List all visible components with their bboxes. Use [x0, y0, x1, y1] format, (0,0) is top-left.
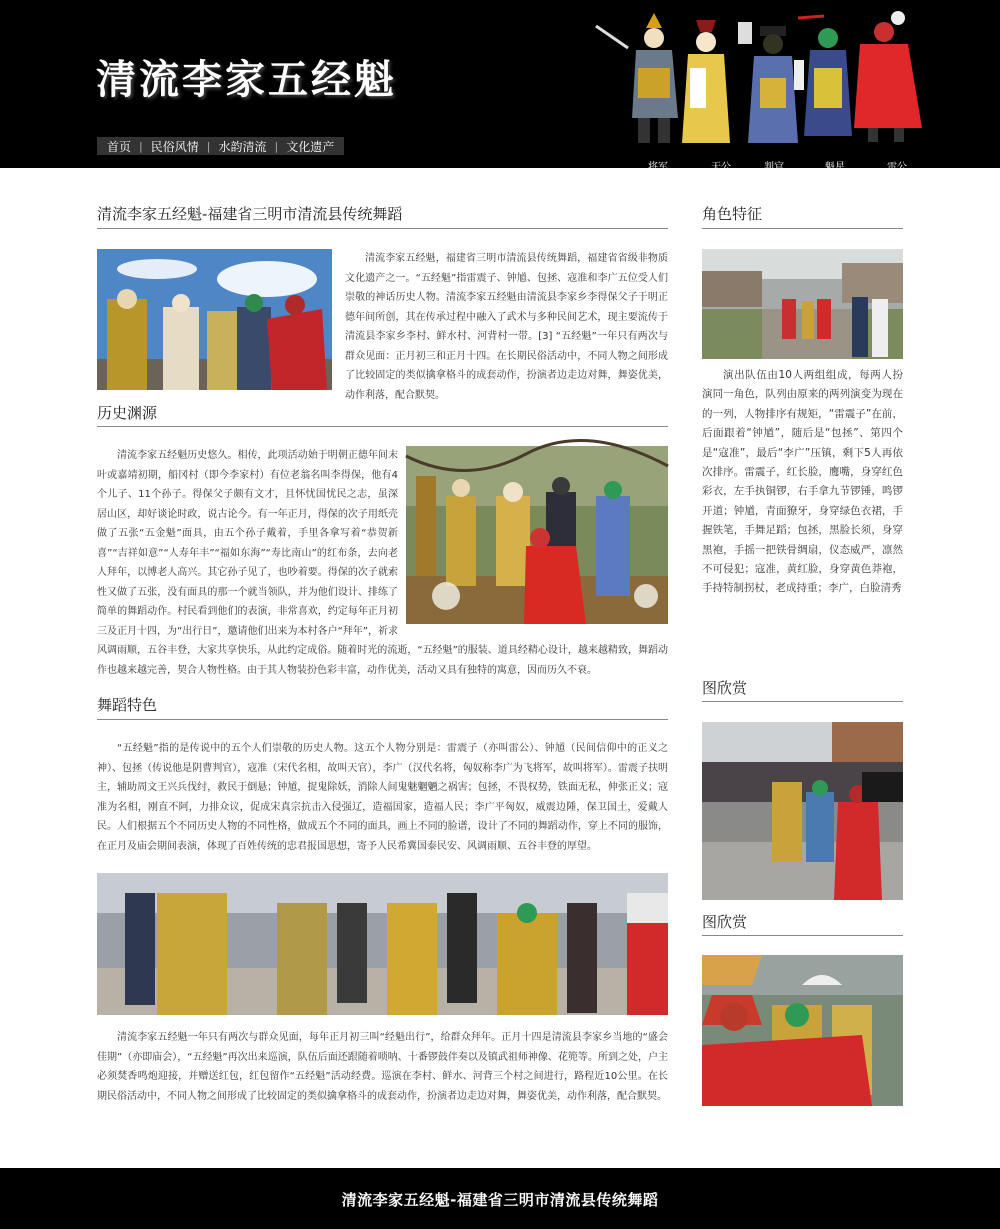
gallery-photo-1 — [702, 722, 903, 900]
site-header — [0, 0, 1000, 173]
nav-folk-customs[interactable]: 民俗风情 — [150, 139, 199, 154]
divider — [97, 719, 668, 720]
float-spacer — [398, 446, 668, 630]
footer-text: 清流李家五经魁-福建省三明市清流县传统舞蹈 — [341, 1191, 659, 1209]
divider — [97, 426, 668, 427]
gallery-photo-2 — [702, 955, 903, 1106]
main-nav — [97, 137, 344, 155]
gallery-heading-1: 图欣赏 — [702, 679, 748, 697]
roles-photo — [702, 249, 903, 359]
nav-separator: | — [139, 139, 143, 153]
nav-cultural-heritage[interactable]: 文化遗产 — [286, 139, 335, 154]
divider — [702, 228, 903, 229]
roles-paragraph: 演出队伍由10人两组组成，每两人扮演同一角色，队列由原来的两列演变为现在的一列，人物排序有规矩，“雷震子”在前，后面跟着“钟馗”，随后是“包拯”、第四个是“寇准”，最后“李广”压镇，剩下5人再依次排序。雷震子，红长脸，鹰嘴，身穿红色彩衣，左手执铜锣，右手拿九节锣锤，鸣锣开道；钟馗，青面獠牙，身穿绿色衣裙，手握铁笔，手舞足蹈；包拯，黑脸长须，身穿黑袍，手摇一把铁骨绸扇，仪态威严，凛然不可侵犯；寇准，黄红脸，身穿黄色莽袍，手持特制拐杖，老成持重；李广，白脸清秀 — [702, 369, 903, 595]
gallery-heading-2: 图欣赏 — [702, 913, 748, 931]
history-paragraph — [97, 446, 668, 676]
intro-paragraph: 清流李家五经魁，福建省三明市清流县传统舞蹈，福建省省级非物质文化遗产之一。“五经魁”指雷震子、钟馗、包拯、寇准和李广五位受人们崇敬的神话历史人物。清流李家五经魁由清流县李家乡李得保父子于明正德年间所创，其在传承过程中融入了武术与多种民间艺术，现主要流传于清流县李家乡李村、鲜水村、河背村一带。[3] “五经魁”一年只有两次与群众见面：正月初三和正月十四。在长期民俗活动中，不同人物之间形成了比较固定的类似擒拿格斗的成套动作，扮演者边走边对舞，舞姿优美，动作利落，配合默契。 — [345, 253, 668, 401]
header-banner-figures — [588, 8, 928, 173]
nav-separator: | — [206, 139, 211, 153]
site-title: 清流李家五经魁 — [96, 57, 397, 103]
divider — [702, 935, 903, 936]
parade-paragraph: 清流李家五经魁一年只有两次与群众见面，每年正月初三叫“经魁出行”，给群众拜年。正月十四是清流县李家乡当地的“盛会佳期”（亦即庙会），“五经魁”再次出来巡演，队伍后面还跟随着唢呐、十番锣鼓伴奏以及镇武祖师神像、花篼等。所到之处，户主必须焚香鸣炮迎接，并赠送红包，红包留作“五经魁”活动经费。巡演在李村、鲜水、河背三个村之间进行，路程近10公里。在长期民俗活动中，不同人物之间形成了比较固定的类似擒拿格斗的成套动作，扮演者边走边对舞，舞姿优美，动作利落，配合默契。 — [97, 1032, 668, 1102]
dance-paragraph: “五经魁”指的是传说中的五个人们崇敬的历史人物。这五个人物分别是：雷震子（亦叫雷公）、钟馗（民间信仰中的正义之神）、包拯（传说他是阴曹判官），寇准（宋代名相，故叫天官），李广（汉代名将，匈奴称李广为飞将军，故叫将军）。雷震子扶明主，辅助周文王兴兵伐纣，救民于倒悬；钟馗，捉鬼除妖，消除人间鬼魅魍魉之祸害；包拯，不畏权势，铁面无私，伸张正义；寇准为名相，刚直不阿，力排众议，促成宋真宗抗击入侵强辽，造福国家，造福人民；李广平匈奴，威震边陲，保卫国土，爱戴人民。人们根据五个不同历史人物的不同性格，做成五个不同的面具，画上不同的脸谱，设计了不同的舞蹈动作，穿上不同的服饰，在正月及庙会期间表演，体现了百姓传统的忠君报国思想，寄予人民希冀国泰民安、风调雨顺、五谷丰登的厚望。 — [97, 743, 668, 852]
history-text: 清流李家五经魁历史悠久。相传，此项活动始于明朝正德年间末叶或嘉靖初期，船冈村（即今李家村）有位老翁名叫李得保，他有4个儿子、11个孙子。得保父子颇有文才，且怀忧国忧民之志，虽深居山区，却好谈论时政，说古论今。有一年正月，得保的次子用纸壳做了五张“五金魁”面具，由五个孙子戴着，手里各拿写着“恭贺新喜”“吉祥如意”“人寿年丰”“福如东海”“寿比南山”的红布条，去向老人拜年，以博老人高兴。其它孙子见了，也吵着要。得保的次子就索性又做了五张，没有面具的那一个就当领队，并为他们设计、排练了简单的舞蹈动作。村民看到他们的表演，非常喜欢，约定每年正月初三及正月十四，为“出行日”，邀请他们出来为本村各户“拜年”，祈求风调雨顺，五谷丰登，大家共享快乐，从此约定成俗。随着时光的流逝，“五经魁”的服装、道具经精心设计，越来越精致，舞蹈动作也越来越完善，契合人物性格。由于其人物装扮色彩丰富，动作优美，活动又具有独特的寓意，因而历久不衰。 — [97, 450, 668, 676]
nav-home[interactable]: 首页 — [107, 139, 132, 154]
parade-photo — [97, 873, 668, 1015]
role-label-general: 将军 — [648, 162, 668, 173]
role-label-kuixing: 魁星 — [825, 162, 845, 173]
nav-water-charm[interactable]: 水韵清流 — [218, 139, 267, 154]
divider — [702, 701, 903, 702]
site-footer — [0, 1168, 1000, 1229]
role-label-judge: 判官 — [764, 162, 784, 173]
history-heading: 历史渊源 — [97, 404, 158, 422]
article-title: 清流李家五经魁-福建省三明市清流县传统舞蹈 — [97, 205, 403, 223]
role-label-thunder-god: 雷公 — [887, 162, 907, 173]
divider — [97, 228, 668, 229]
nav-separator: | — [274, 139, 279, 153]
roles-heading: 角色特征 — [702, 205, 763, 223]
dance-heading: 舞蹈特色 — [97, 696, 158, 714]
five-figures-image — [588, 8, 928, 168]
intro-photo — [97, 249, 332, 390]
role-label-heavenly-official: 天公 — [711, 162, 731, 173]
